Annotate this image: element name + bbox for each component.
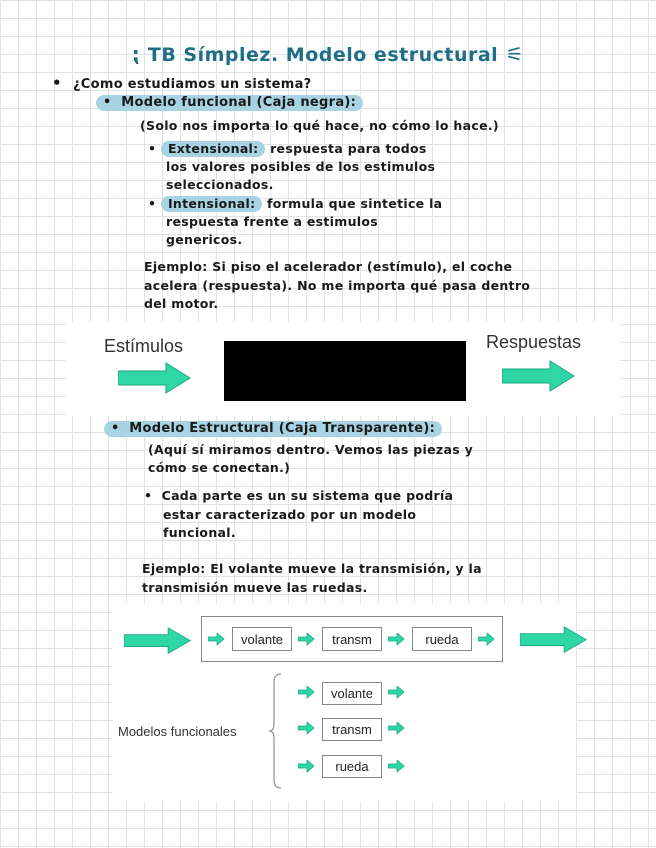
funcional-example-line-3: del motor. <box>144 296 219 311</box>
bullet-dot: • <box>52 74 73 92</box>
question-text: ¿Como estudiamos un sistema? <box>72 77 312 92</box>
intensional-label: Intensional: <box>161 196 262 212</box>
stimuli-label: Estímulos <box>104 336 184 356</box>
estructural-example-line-1: Ejemplo: El volante mueve la transmisión, y la <box>142 561 482 576</box>
funcional-heading-text: Modelo funcional (Caja negra): <box>121 95 357 110</box>
funcional-note: (Solo nos importa lo qué hace, no cómo lo hace.) <box>140 118 499 133</box>
input-arrow-icon <box>124 627 194 657</box>
chain-arrow-icon <box>298 633 316 646</box>
model-output-arrow-icon <box>388 722 406 735</box>
estructural-note-line-1: (Aquí sí miramos dentro. Vemos las piezas y <box>148 442 474 457</box>
intensional-item: • Intensional: formula que sintetice la respuesta frente a estimulos genericos. <box>148 196 443 247</box>
functional-models-label: Modelos funcionales <box>118 724 237 739</box>
model-box-volante: volante <box>322 682 382 705</box>
estructural-bullet-line-1: Cada parte es un su sistema que podría <box>161 488 454 503</box>
extensional-line-1: respuesta para todos <box>270 141 427 156</box>
page-title-row <box>0 42 656 66</box>
model-input-arrow-icon <box>298 686 316 699</box>
output-arrow-icon <box>520 626 590 656</box>
model-box-rueda: rueda <box>322 755 382 778</box>
funcional-heading: • Modelo funcional (Caja negra): <box>96 95 363 111</box>
transparent-box-diagram <box>112 604 576 802</box>
funcional-example <box>144 258 530 314</box>
title-right-decoration: ⚟ <box>498 42 525 66</box>
extensional-label: Extensional: <box>161 141 265 157</box>
extensional-item: • Extensional: respuesta para todos los valores posibles de los estimulos seleccionados. <box>148 141 436 192</box>
estructural-heading: • Modelo Estructural (Caja Transparente): <box>104 421 442 437</box>
funcional-example-line-2: acelera (respuesta). No me importa qué pasa dentro <box>144 277 531 293</box>
model-output-arrow-icon <box>388 686 406 699</box>
black-box-diagram <box>66 322 620 416</box>
stimuli-arrow-icon <box>118 362 194 396</box>
chain-arrow-icon <box>208 633 226 646</box>
extensional-line-2: los valores posibles de los estimulos <box>166 159 436 174</box>
responses-label: Respuestas <box>486 332 582 352</box>
extensional-line-3: seleccionados. <box>166 177 274 192</box>
intensional-line-3: genericos. <box>166 232 243 247</box>
chain-box-rueda: rueda <box>412 627 472 651</box>
page-title: TB Símplez. Modelo estructural <box>147 44 499 66</box>
funcional-example-line-1: Ejemplo: Si piso el acelerador (estímulo), el coche <box>144 259 513 274</box>
funcional-heading-row <box>96 95 363 110</box>
intensional-line-2: respuesta frente a estimulos <box>166 214 378 229</box>
estructural-note <box>148 441 473 477</box>
model-output-arrow-icon <box>388 760 406 773</box>
intensional-line-1: formula que sintetice la <box>267 196 443 211</box>
model-box-transm: transm <box>322 718 382 741</box>
chain-box-transm: transm <box>322 627 382 651</box>
model-input-arrow-icon <box>298 722 316 735</box>
chain-arrow-icon <box>478 633 496 646</box>
question-item <box>52 76 312 92</box>
estructural-note-line-2: cómo se conectan.) <box>148 460 291 475</box>
estructural-bullet-line-3: funcional. <box>163 525 236 540</box>
chain-arrow-icon <box>388 633 406 646</box>
chain-box-volante: volante <box>232 627 292 651</box>
black-box <box>224 341 466 401</box>
estructural-bullet: • Cada parte es un su sistema que podría estar caracterizado por un modelo funcional. <box>144 487 453 543</box>
structure-frame <box>201 616 503 662</box>
estructural-heading-row <box>104 421 442 436</box>
model-input-arrow-icon <box>298 760 316 773</box>
estructural-heading-text: Modelo Estructural (Caja Transparente): <box>129 421 436 436</box>
responses-arrow-icon <box>502 360 578 394</box>
title-left-decoration: ⁏ <box>131 42 148 66</box>
estructural-example-line-2: transmisión mueve las ruedas. <box>142 579 368 595</box>
curly-brace-icon <box>268 672 284 790</box>
estructural-example <box>142 560 482 597</box>
estructural-bullet-line-2: estar caracterizado por un modelo <box>163 506 417 522</box>
